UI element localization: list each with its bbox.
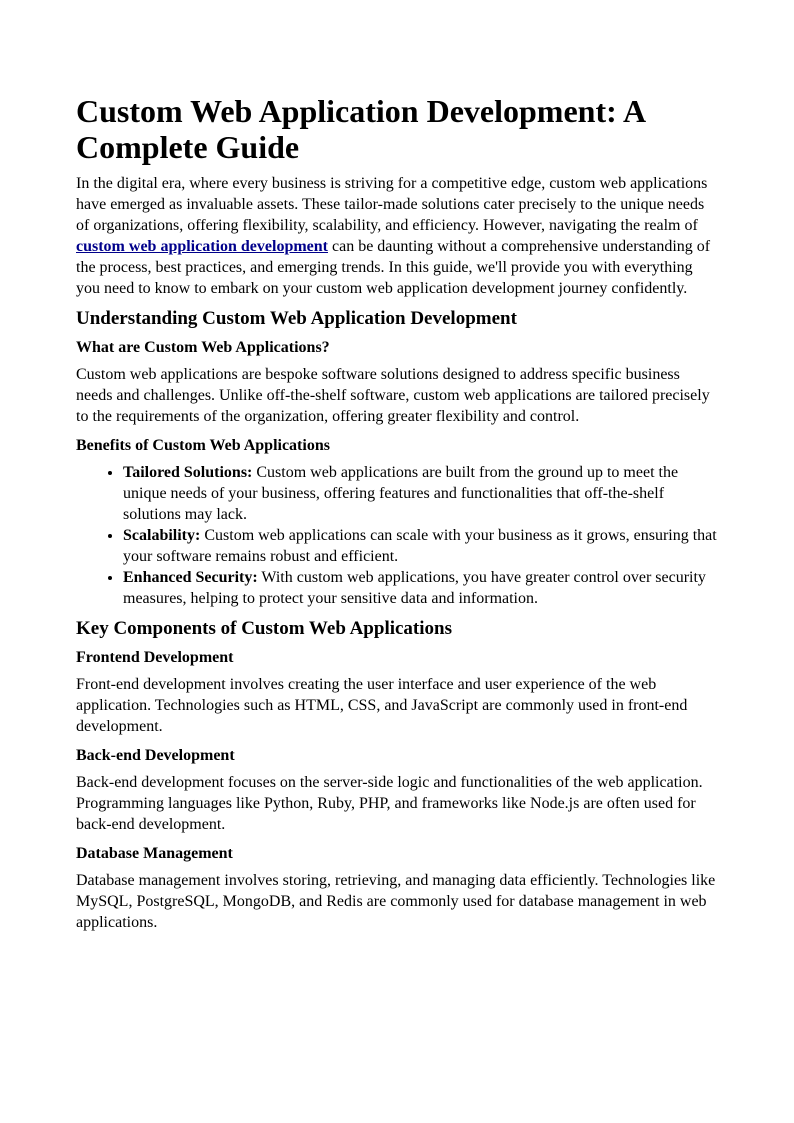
benefit-text: With custom web applications, you have greater control over security measures, helping to protect your sensitive data and information. bbox=[123, 569, 706, 607]
intro-text-after: can be daunting without a comprehensive understanding of the process, best practices, and emerging trends. In this guide, we'll provide you with everything you need to know to embark on your custom web application development journey confidently. bbox=[76, 238, 711, 297]
intro-paragraph bbox=[76, 173, 718, 299]
list-item bbox=[123, 567, 718, 609]
intro-text-before: In the digital era, where every business is striving for a competitive edge, custom web applications have emerged as invaluable assets. These tailor-made solutions cater precisely to the unique needs of organizations, offering flexibility, scalability, and efficiency. However, navigating the realm of bbox=[76, 175, 708, 234]
section-understanding bbox=[76, 307, 718, 609]
custom-web-app-dev-link[interactable]: custom web application development bbox=[76, 238, 328, 255]
section-key-components bbox=[76, 617, 718, 933]
paragraph-what-are: Custom web applications are bespoke software solutions designed to address specific business needs and challenges. Unlike off-the-shelf software, custom web applications are tailored precisely to the requirements of the organization, offering greater flexibility and control. bbox=[76, 366, 710, 425]
section-heading-key-components: Key Components of Custom Web Applications bbox=[76, 618, 453, 639]
list-item bbox=[123, 462, 718, 525]
benefit-text: Custom web applications are built from the ground up to meet the unique needs of your business, offering features and functionalities that off-the-shelf solutions may lack. bbox=[123, 464, 679, 523]
benefit-label: Scalability: bbox=[123, 527, 201, 544]
paragraph-frontend: Front-end development involves creating the user interface and user experience of the web application. Technologies such as HTML, CSS, and JavaScript are commonly used in front-end development. bbox=[76, 676, 688, 735]
page-title: Custom Web Application Development: A Complete Guide bbox=[76, 93, 645, 165]
section-heading-understanding: Understanding Custom Web Application Development bbox=[76, 308, 517, 329]
subheading-benefits: Benefits of Custom Web Applications bbox=[76, 437, 330, 454]
subheading-what-are: What are Custom Web Applications? bbox=[76, 339, 330, 356]
paragraph-backend: Back-end development focuses on the server-side logic and functionalities of the web application. Programming languages like Python, Ruby, PHP, and frameworks like Node.js are often used for back-end development. bbox=[76, 774, 703, 833]
paragraph-database: Database management involves storing, retrieving, and managing data efficiently. Technologies like MySQL, PostgreSQL, MongoDB, and Redis are commonly used for database management in web applications. bbox=[76, 872, 716, 931]
subheading-database: Database Management bbox=[76, 845, 233, 862]
benefit-text: Custom web applications can scale with your business as it grows, ensuring that your software remains robust and efficient. bbox=[123, 527, 717, 565]
benefit-label: Tailored Solutions: bbox=[123, 464, 253, 481]
subheading-frontend: Frontend Development bbox=[76, 649, 234, 666]
benefit-label: Enhanced Security: bbox=[123, 569, 258, 586]
benefits-list bbox=[76, 462, 718, 609]
list-item bbox=[123, 525, 718, 567]
subheading-backend: Back-end Development bbox=[76, 747, 235, 764]
